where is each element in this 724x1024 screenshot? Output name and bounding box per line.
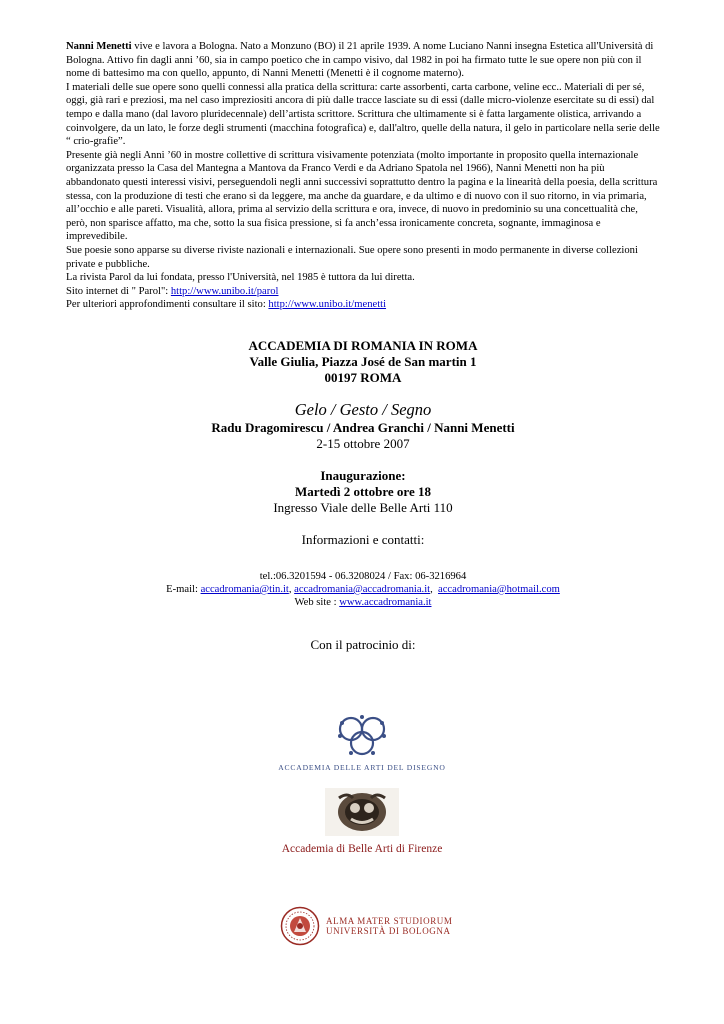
artist-name: Nanni Menetti xyxy=(66,41,132,52)
venue-city: 00197 ROMA xyxy=(324,369,402,385)
logo-belle-arti-firenze xyxy=(0,786,724,855)
web-line xyxy=(66,596,660,609)
exhibition-dates: 2-15 ottobre 2007 xyxy=(316,435,410,451)
document-page xyxy=(66,40,660,653)
email-line: E-mail: accadromania@tin.it, accadromania@accadromania.it, accadromania@hotmail.com xyxy=(166,583,560,595)
venue-block xyxy=(66,338,660,386)
parol-website-line xyxy=(66,285,660,299)
unibo-line-1: ALMA MATER STUDIORUM xyxy=(326,916,453,926)
email-link-2[interactable]: accadromania@accadromania.it xyxy=(294,583,431,595)
menetti-link[interactable]: http://www.unibo.it/menetti xyxy=(268,299,387,311)
more-info-line xyxy=(66,298,660,312)
logo-arti-disegno-caption: ACCADEMIA DELLE ARTI DEL DISEGNO xyxy=(278,763,446,772)
patronage-heading: Con il patrocinio di: xyxy=(310,636,416,652)
logo-unibo-text xyxy=(326,916,453,936)
web-link[interactable]: www.accadromania.it xyxy=(339,596,432,608)
bio-paragraph-2: I materiali delle sue opere sono quelli connessi alla pratica della scrittura: carte assorbenti, carta carbone, veline ecc.. Materiali di per sé, oggi, già rari e preziosi, ma nel caso impreziositi ancora di più dalle tracce lasciate su di essi (dalle micro-violenze esercitate su di essi) dal tempo e dalla mano (dal lavoro pluridecennale) dell’artista scrittore. Scrittura che ultimamente si è fatta largamente olistica, arrivando a coinvolgere, da un lato, le forze degli strumenti (macchina fotografica) e, dall'altro, quelle della natura, il gelo in particolare nella serie delle “ crio-grafie”. xyxy=(66,81,660,148)
crest-emblem-icon xyxy=(323,786,401,838)
unibo-line-2: UNIVERSITÀ DI BOLOGNA xyxy=(326,926,451,936)
logo-arti-disegno xyxy=(0,712,724,772)
more-info-label: Per ulteriori approfondimenti consultare il sito: xyxy=(66,299,269,311)
university-seal-icon xyxy=(280,906,320,946)
inauguration-entrance: Ingresso Viale delle Belle Arti 110 xyxy=(273,499,453,515)
bio-paragraph-5: La rivista Parol da lui fondata, presso l'Università, nel 1985 è tuttora da lui diretta. xyxy=(66,272,415,284)
logo-belle-arti-caption: Accademia di Belle Arti di Firenze xyxy=(281,843,443,855)
parol-label: Sito internet di " Parol": xyxy=(66,285,171,297)
inauguration-datetime: Martedì 2 ottobre ore 18 xyxy=(295,483,431,499)
laurel-wreath-icon xyxy=(330,712,394,758)
inauguration-heading: Inaugurazione: xyxy=(320,467,406,483)
email-label: E-mail: xyxy=(166,583,201,595)
contacts-heading: Informazioni e contatti: xyxy=(301,531,425,547)
bio-text-1: vive e lavora a Bologna. Nato a Monzuno (BO) il 21 aprile 1939. A nome Luciano Nanni insegna Estetica all'Università di Bologna. Attivo fin dagli anni ’60, sia in campo poetico che in campo visivo, dal 1982 in poi ha firmato tutte le sue opere non più con il nome di battesimo ma con quello, appunto, di Nanni Menetti (Menetti è il cognome materno). xyxy=(66,41,654,80)
logo-unibo xyxy=(280,906,453,946)
email-link-3[interactable]: accadromania@hotmail.com xyxy=(438,583,560,595)
phone-line: tel.:06.3201594 - 06.3208024 / Fax: 06-3216964 xyxy=(259,570,467,582)
bio-paragraph-4: Sue poesie sono apparse su diverse riviste nazionali e internazionali. Sue opere sono presenti in modo permanente in diverse collezioni private e pubbliche. xyxy=(66,244,638,270)
parol-link[interactable]: http://www.unibo.it/parol xyxy=(170,285,279,297)
artist-bio xyxy=(66,40,660,312)
venue-name: ACCADEMIA DI ROMANIA IN ROMA xyxy=(248,337,478,353)
bio-paragraph-1 xyxy=(66,40,660,81)
web-label: Web site : xyxy=(294,596,340,608)
venue-address: Valle Giulia, Piazza José de San martin 1 xyxy=(249,353,477,369)
exhibition-title: Gelo / Gesto / Segno xyxy=(294,399,432,419)
bio-paragraph-3: Presente già negli Anni ’60 in mostre collettive di scrittura visivamente potenziata (molto importante in proposito quella internazionale organizzata presso la Casa del Mantegna a Mantova da Franco Verdi e da Adriano Spatola nel 1966), Nanni Menetti non ha più abbandonato questi interessi visivi, perseguendoli negli anni successivi soprattutto dentro la pagina e la linearità della poesia, della scrittura stessa, con la produzione di testi che erano sì da leggere, ma anche da guardare, e da ultimo e di nuovo con il suo ritorno, in via primaria, all’occhio e alle pareti. Visualità, allora, prima al servizio della scrittura e ora, invece, di nuovo in predominio su una concettualità che, però, non sparisce affatto, ma che, sotto la sua fisica pressione, si fa anch’essa ironicamente concreta, sognante, immaginosa e imprevedibile. xyxy=(66,149,658,243)
email-link-1[interactable]: accadromania@tin.it xyxy=(200,583,289,595)
exhibition-artists: Radu Dragomirescu / Andrea Granchi / Nanni Menetti xyxy=(211,419,515,435)
contacts-block xyxy=(66,570,660,609)
